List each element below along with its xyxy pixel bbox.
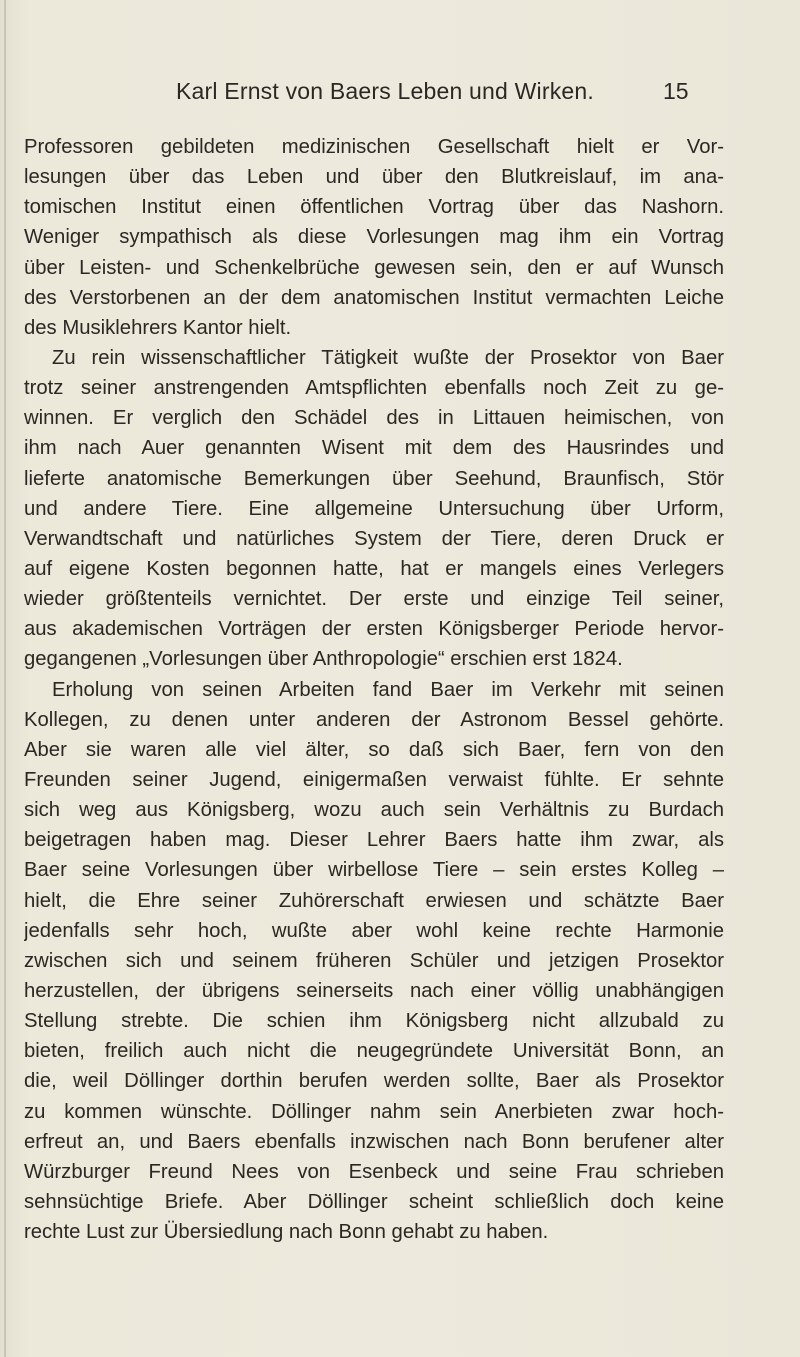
text-line: herzustellen, der übrigens seinerseits nach einer völlig unabhängigen — [24, 979, 724, 1002]
text-line: Stellung strebte. Die schien ihm Königsberg nicht allzubald zu — [24, 1010, 724, 1033]
text-line: zu kommen wünschte. Döllinger nahm sein Anerbieten zwar hoch- — [24, 1100, 724, 1123]
running-title: Karl Ernst von Baers Leben und Wirken. — [176, 78, 594, 104]
body-text — [24, 132, 724, 1247]
text-line: Professoren gebildeten medizinischen Gesellschaft hielt er Vor- — [24, 136, 724, 158]
text-line: des Verstorbenen an der dem anatomischen Institut vermachten Leiche — [24, 286, 724, 309]
text-line: Erholung von seinen Arbeiten fand Baer im Verkehr mit seinen — [52, 678, 724, 701]
text-line: lesungen über das Leben und über den Blutkreislauf, im ana- — [24, 166, 724, 189]
text-line: beigetragen haben mag. Dieser Lehrer Baers hatte ihm zwar, als — [24, 829, 724, 852]
text-line: jedenfalls sehr hoch, wußte aber wohl keine rechte Harmonie — [24, 919, 724, 942]
text-line: zwischen sich und seinem früheren Schüler und jetzigen Prosektor — [24, 949, 724, 972]
text-line: Freunden seiner Jugend, einigermaßen verwaist fühlte. Er sehnte — [24, 768, 724, 791]
text-line: rechte Lust zur Übersiedlung nach Bonn gehabt zu haben. — [24, 1221, 549, 1244]
text-line: sich weg aus Königsberg, wozu auch sein Verhältnis zu Burdach — [24, 799, 724, 822]
text-line: Baer seine Vorlesungen über wirbellose Tiere – sein erstes Kolleg – — [24, 859, 724, 882]
running-header — [0, 78, 800, 118]
text-line: und andere Tiere. Eine allgemeine Untersuchung über Urform, — [24, 497, 724, 520]
text-line: aus akademischen Vorträgen der ersten Königsberger Periode hervor- — [24, 618, 724, 641]
text-line: über Leisten- und Schenkelbrüche gewesen sein, den er auf Wunsch — [24, 256, 724, 279]
text-line: Aber sie waren alle viel älter, so daß sich Baer, fern von den — [24, 738, 724, 761]
gutter-edge — [4, 0, 6, 1357]
text-line: winnen. Er verglich den Schädel des in Littauen heimischen, von — [24, 407, 724, 430]
text-line: trotz seiner anstrengenden Amtspflichten ebenfalls noch Zeit zu ge- — [24, 377, 724, 400]
text-line: ihm nach Auer genannten Wisent mit dem des Hausrindes und — [24, 437, 724, 460]
text-line: erfreut an, und Baers ebenfalls inzwischen nach Bonn berufener alter — [24, 1130, 724, 1153]
text-line: hielt, die Ehre seiner Zuhörerschaft erwiesen und schätzte Baer — [24, 889, 724, 912]
text-line: auf eigene Kosten begonnen hatte, hat er mangels eines Verlegers — [24, 557, 724, 580]
text-line: wieder größtenteils vernichtet. Der erste und einzige Teil seiner, — [24, 588, 724, 611]
text-line: die, weil Döllinger dorthin berufen werden sollte, Baer als Prosektor — [24, 1070, 724, 1093]
text-line: des Musiklehrers Kantor hielt. — [24, 316, 292, 339]
page-number: 15 — [663, 78, 689, 104]
text-line: Kollegen, zu denen unter anderen der Astronom Bessel gehörte. — [24, 708, 724, 731]
text-line: Weniger sympathisch als diese Vorlesungen mag ihm ein Vortrag — [24, 226, 724, 249]
text-line: tomischen Institut einen öffentlichen Vortrag über das Nashorn. — [24, 196, 724, 219]
text-line: Würzburger Freund Nees von Esenbeck und seine Frau schrieben — [24, 1160, 724, 1183]
text-line: Verwandtschaft und natürliches System der Tiere, deren Druck er — [24, 527, 724, 550]
text-line: lieferte anatomische Bemerkungen über Seehund, Braunfisch, Stör — [24, 467, 724, 490]
text-line: bieten, freilich auch nicht die neugegründete Universität Bonn, an — [24, 1040, 724, 1063]
text-line: sehnsüchtige Briefe. Aber Döllinger scheint schließlich doch keine — [24, 1190, 724, 1213]
text-line: gegangenen „Vorlesungen über Anthropologie“ erschien erst 1824. — [24, 648, 623, 671]
text-line: Zu rein wissenschaftlicher Tätigkeit wußte der Prosektor von Baer — [52, 346, 724, 369]
